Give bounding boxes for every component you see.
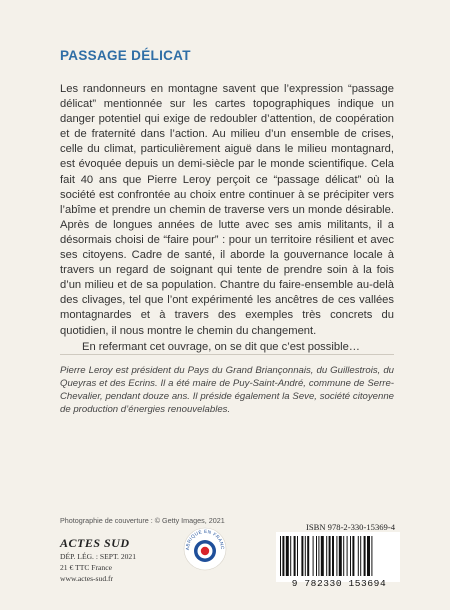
author-bio: Pierre Leroy est président du Pays du Grand Briançonnais, du Guillestrois, du Queyras et des Ecrins. Il a été maire de Puy-Saint-André, commune de Serre-Chevalier, pendant douze ans. Il préside également la Seve, société citoyenne de production d’énergies renouvelables. xyxy=(60,365,394,415)
barcode-bar xyxy=(316,536,317,576)
photo-credit: Photographie de couverture : © Getty Images, 2021 xyxy=(60,516,225,525)
made-in-france-badge-icon xyxy=(183,527,227,571)
barcode-bar xyxy=(367,536,370,576)
barcode-bar xyxy=(350,536,351,576)
barcode-bar xyxy=(290,536,291,576)
barcode-bar xyxy=(297,536,298,576)
barcode-bar xyxy=(305,536,306,576)
barcode-bar xyxy=(321,536,324,576)
barcode-bar xyxy=(326,536,327,576)
barcode-number: 9 782330 153694 xyxy=(291,578,387,589)
book-title: PASSAGE DÉLICAT xyxy=(60,48,191,63)
barcode-bar xyxy=(332,536,334,576)
barcode-bar xyxy=(343,536,344,576)
blurb-paragraph: Les randonneurs en montagne savent que l’expression “passage délicat” mentionnée sur les cartes topographiques indique un danger potentiel qui exige de redoubler d’attention, de coopération et de fraternité dans l’action. Au milieu d’un ensemble de crises, celle du climat, particulièrement aiguë dans le milieu montagnard, est évoquée depuis un demi-siècle par le monde scientifique. Cela fait 40 ans que Pierre Leroy perçoit ce “passage délicat” où la société est confrontée au choix entre continuer à se précipiter vers l’abîme et prendre un chemin de traverse vers un monde désirable. Après de longues années de lutte avec ses amis militants, il a désormais choisi de “faire pour” : pour un territoire résilient et avec ses citoyens. Cadre de santé, il aborde la gouvernance locale à travers un regard de soignant qui tente de prendre soin à la fois d’un milieu et de sa population. Chantre du faire-ensemble au-delà des clivages, tel que l’ont expérimenté les ancêtres de ces vallées montagnardes et à travers des exemples très concrets du quotidien, il nous montre le chemin du changement. xyxy=(60,83,394,337)
barcode-bar xyxy=(364,536,366,576)
badge-text: ABRIQUÉ EN FRANC xyxy=(184,528,226,551)
barcode-bar xyxy=(329,536,331,576)
barcode-icon xyxy=(276,532,400,582)
blurb-text xyxy=(60,82,394,355)
barcode-bar xyxy=(280,536,281,576)
barcode-bar xyxy=(339,536,342,576)
price: 21 € TTC France xyxy=(60,563,112,572)
legal-deposit: DÉP. LÉG. : SEPT. 2021 xyxy=(60,552,137,561)
barcode-bar xyxy=(318,536,319,576)
blurb-closing-line: En refermant cet ouvrage, on se dit que c’est possible… xyxy=(82,340,360,353)
barcode-bar xyxy=(313,536,314,576)
publisher-logo: ACTES SUD xyxy=(60,536,130,550)
barcode-bar xyxy=(282,536,284,576)
barcode-bar xyxy=(347,536,348,576)
barcode-bar xyxy=(336,536,337,576)
barcode-bar xyxy=(358,536,359,576)
barcode-bar xyxy=(286,536,289,576)
barcode-bar xyxy=(301,536,303,576)
publisher-website: www.actes-sud.fr xyxy=(60,574,114,583)
isbn-label: ISBN 978-2-330-15369-4 xyxy=(305,522,395,532)
section-divider xyxy=(60,354,394,355)
barcode-bar xyxy=(307,536,309,576)
barcode-bar xyxy=(371,536,372,576)
barcode-bar xyxy=(294,536,296,576)
barcode-bar xyxy=(360,536,361,576)
barcode-bar xyxy=(352,536,354,576)
